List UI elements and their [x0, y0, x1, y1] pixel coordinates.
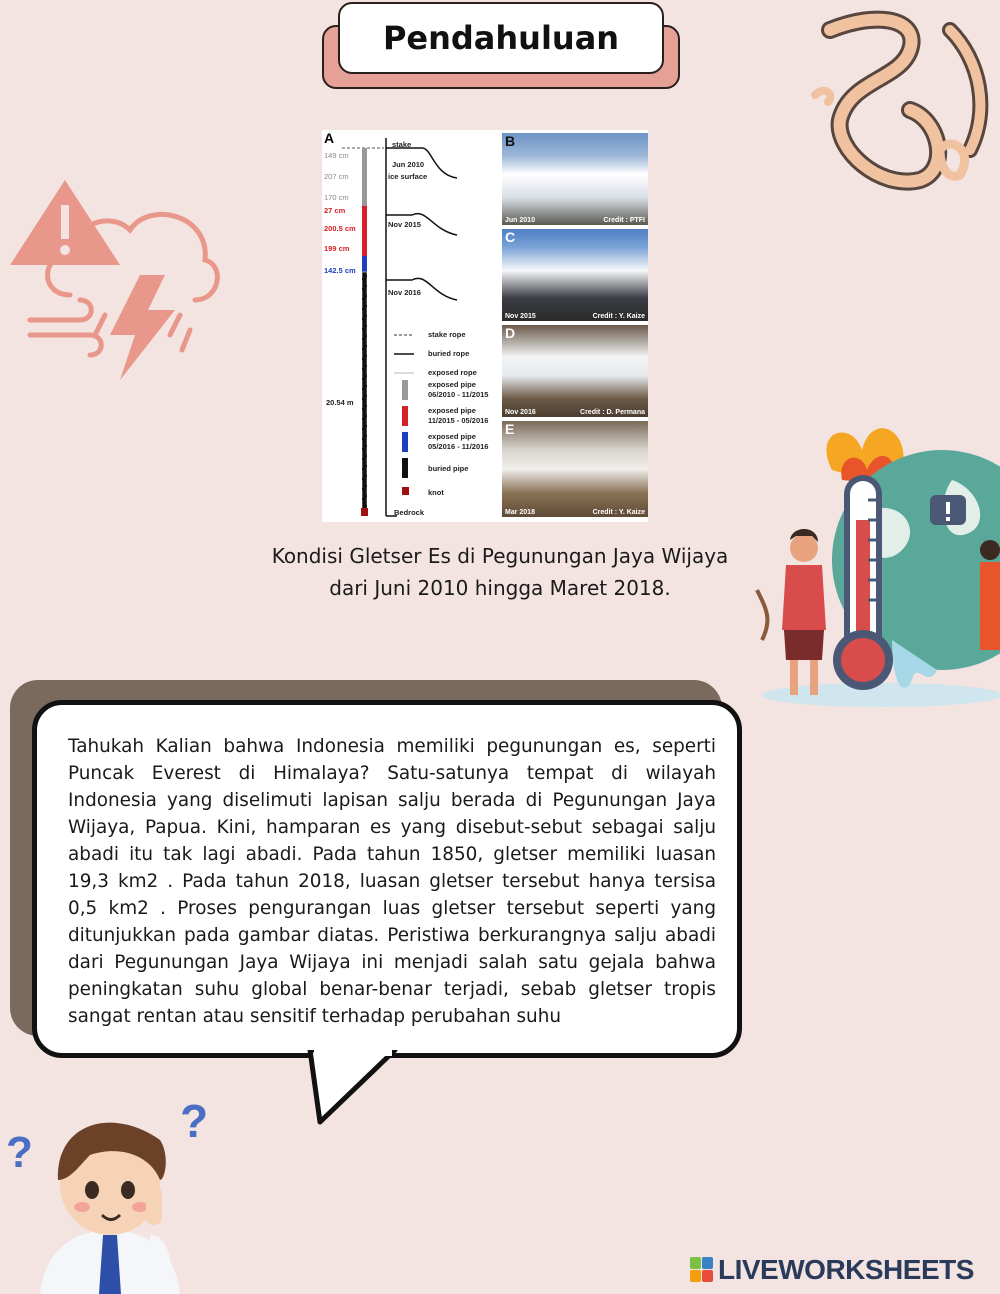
intro-paragraph: Tahukah Kalian bahwa Indonesia memiliki pegunungan es, seperti Puncak Everest di Himalaya? Satu-satunya tempat di wilayah Indonesia yang diselimuti lapisan salju berada di Pegunungan Jaya Wijaya, Papua. Kini, hamparan es yang disebut-sebut sebagai salju abadi itu tak lagi abadi. Pada tahun 1850, gletser memiliki luasan 19,3 km2 . Pada tahun 2018, luasan gletser tersebut hanya tersisa 0,5 km2 . Proses pengurangan luas gletser tersebut seperti yang ditunjukkan pada gambar diatas. Peristiwa berkurangnya salju abadi dari Pegunungan Jaya Wijaya ini menjadi salah satu gejala bahwa peningkatan suhu global benar-benar terjadi, sebab gletser tropis sangat rentan atau sensitif terhadap perubahan suhu — [68, 736, 716, 1027]
figure-caption — [200, 540, 800, 604]
logo-text: LIVEWORKSHEETS — [718, 1254, 974, 1285]
legend-label: exposed rope — [428, 368, 477, 377]
caption-line: dari Juni 2010 hingga Maret 2018. — [329, 576, 671, 600]
svg-text:?: ? — [6, 1128, 33, 1177]
storm-warning-icon — [10, 175, 225, 390]
panel-a-letter: A — [324, 130, 335, 146]
legend-label: 05/2016 - 11/2016 — [428, 442, 489, 451]
page-title: Pendahuluan — [338, 2, 664, 74]
photo-date: Jun 2010 — [505, 217, 535, 224]
legend-label: 06/2010 - 11/2015 — [428, 390, 489, 399]
thinking-boy-illustration — [0, 1085, 230, 1294]
panel-letter: B — [505, 133, 516, 149]
photo-date: Nov 2015 — [505, 313, 536, 320]
legend-label: 11/2015 - 05/2016 — [428, 416, 489, 425]
glacier-photo-d — [502, 325, 648, 417]
panel-letter: E — [505, 421, 515, 437]
legend-label: knot — [428, 488, 444, 497]
glacier-photo-e — [502, 421, 648, 517]
glacier-figure — [322, 130, 648, 522]
total-depth-label: 20.54 m — [326, 398, 354, 407]
legend-label: stake rope — [428, 330, 466, 339]
photo-credit: Credit : PTFI — [603, 217, 645, 224]
profile-label: ice surface — [388, 172, 428, 181]
photo-date: Nov 2016 — [505, 409, 536, 416]
photo-credit: Credit : Y. Kaize — [592, 509, 645, 516]
legend-label: exposed pipe — [428, 432, 476, 441]
bubble-tail — [300, 1050, 410, 1130]
stake-label: stake — [392, 140, 412, 149]
photo-credit: Credit : Y. Kaize — [592, 313, 645, 320]
depth-label: 199 cm — [324, 244, 350, 253]
liveworksheets-logo — [690, 1253, 974, 1287]
glacier-photo-b — [502, 133, 648, 225]
liveworksheets-logo-icon — [690, 1257, 714, 1283]
depth-label: 149 cm — [324, 151, 349, 160]
stake-diagram — [322, 130, 502, 522]
glacier-photo-c — [502, 229, 648, 321]
depth-label: 200.5 cm — [324, 224, 356, 233]
panel-letter: D — [505, 325, 516, 341]
depth-label: 27 cm — [324, 206, 346, 215]
legend-label: buried rope — [428, 349, 470, 358]
profile-label: Nov 2015 — [388, 220, 421, 229]
legend-label: buried pipe — [428, 464, 469, 473]
depth-label: 170 cm — [324, 193, 349, 202]
svg-text:?: ? — [180, 1095, 209, 1147]
photo-date: Mar 2018 — [505, 509, 535, 516]
legend-label: exposed pipe — [428, 406, 476, 415]
depth-label: 142.5 cm — [324, 266, 356, 275]
profile-label: Nov 2016 — [388, 288, 421, 297]
legend-label: exposed pipe — [428, 380, 476, 389]
bedrock-label: Bedrock — [394, 508, 425, 517]
depth-label: 207 cm — [324, 172, 349, 181]
panel-letter: C — [505, 229, 516, 245]
caption-line: Kondisi Gletser Es di Pegunungan Jaya Wijaya — [271, 544, 729, 568]
photo-credit: Credit : D. Permana — [580, 409, 645, 416]
profile-label: Jun 2010 — [392, 160, 425, 169]
ribbon-decoration — [800, 0, 1000, 200]
